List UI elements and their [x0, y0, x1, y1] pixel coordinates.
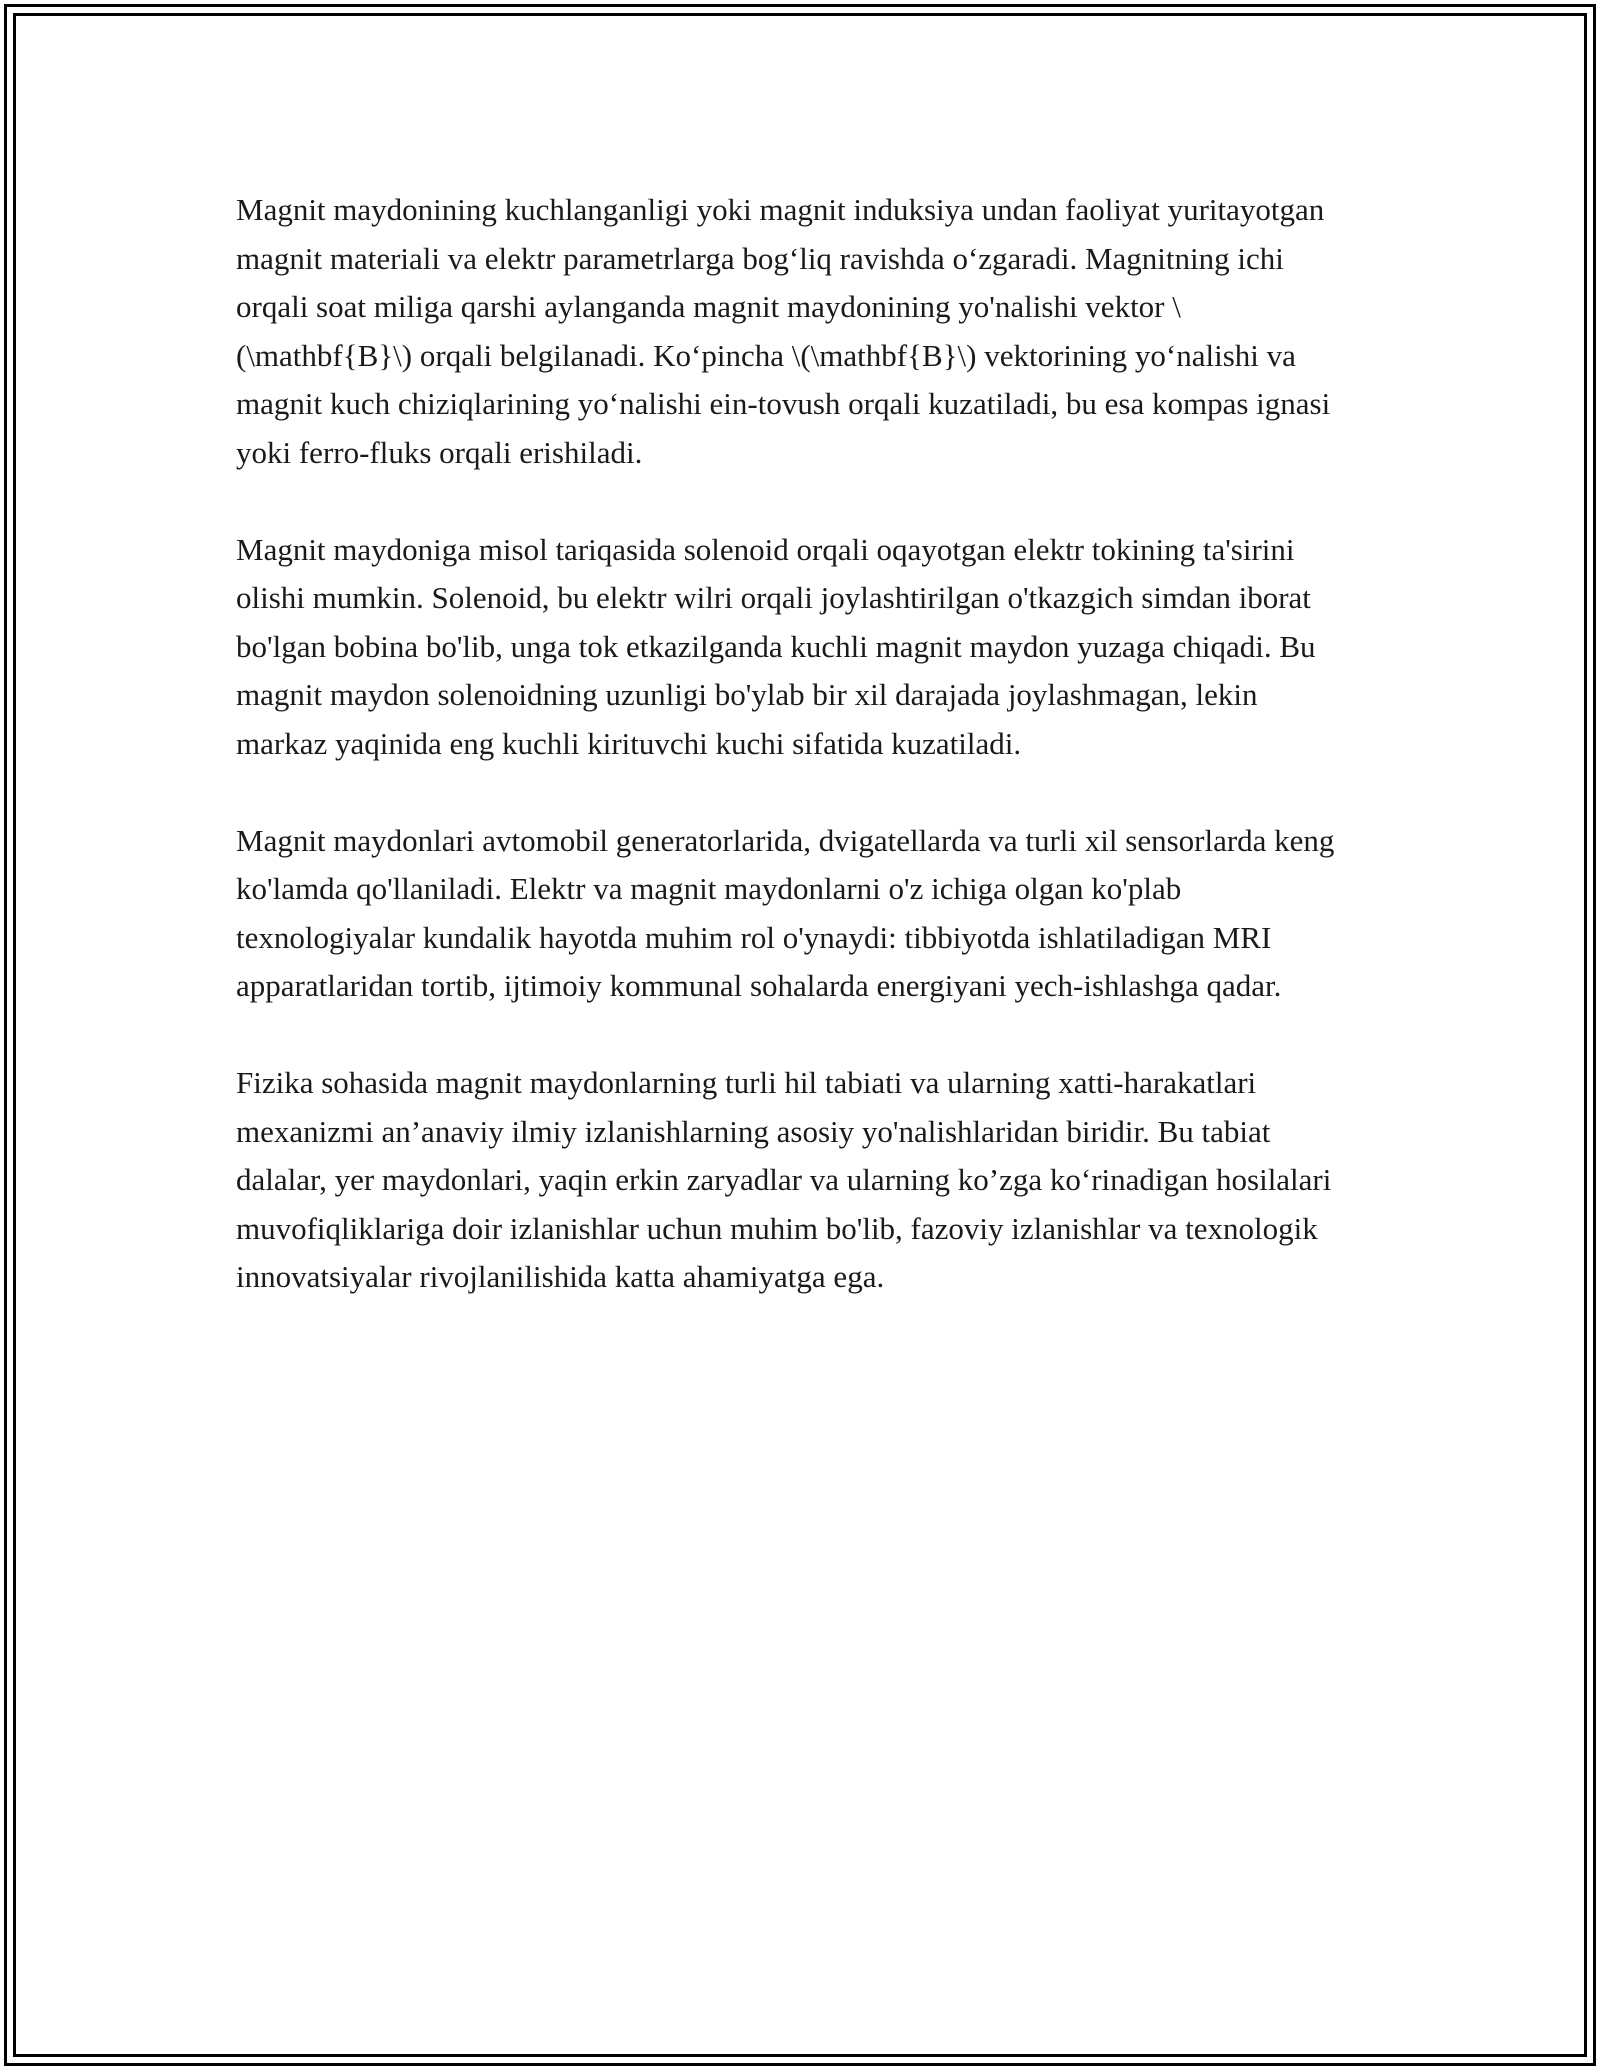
paragraph-physics-research: Fizika sohasida magnit maydonlarning turli hil tabiati va ularning xatti-harakatlari mexanizmi an’anaviy ilmiy izlanishlarning asosiy yo'nalishlaridan biridir. Bu tabiat dalalar, yer maydonlari, yaqin erkin zaryadlar va ularning ko’zga ko‘rinadigan hosilalari muvofiqliklariga doir izlanishlar uchun muhim bo'lib, fazoviy izlanishlar va texnologik innovatsiyalar rivojlanilishida katta ahamiyatga ega.	[236, 1064, 1332, 1295]
paragraph-applications: Magnit maydonlari avtomobil generatorlarida, dvigatellarda va turli xil sensorlarda keng ko'lamda qo'llaniladi. Elektr va magnit maydonlarni o'z ichiga olgan ko'plab texnologiyalar kundalik hayotda muhim rol o'ynaydi: tibbiyotda ishlatiladigan MRI apparatlaridan tortib, ijtimoiy kommunal sohalarda energiyani yech-ishlashga qadar.	[236, 822, 1335, 1004]
paragraph-solenoid: Magnit maydoniga misol tariqasida solenoid orqali oqayotgan elektr tokining ta'sirini olishi mumkin. Solenoid, bu elektr wilri orqali joylashtirilgan o'tkazgich simdan iborat bo'lgan bobina bo'lib, unga tok etkazilganda kuchli magnit maydon yuzaga chiqadi. Bu magnit maydon solenoidning uzunligi bo'ylab bir xil darajada joylashmagan, lekin markaz yaqinida eng kuchli kirituvchi kuchi sifatida kuzatiladi.	[236, 531, 1316, 761]
paragraph-magnetic-induction: Magnit maydonining kuchlanganligi yoki magnit induksiya undan faoliyat yuritayotgan magnit materiali va elektr parametrlarga bog‘liq ravishda o‘zgaradi. Magnitning ichi orqali soat miliga qarshi aylanganda magnit maydonining yo'nalishi vektor \(\mathbf{B}\) orqali belgilanadi. Ko‘pincha \(\mathbf{B}\) vektorining yo‘nalishi va magnit kuch chiziqlarining yo‘nalishi ein-tovush orqali kuzatiladi, bu esa kompas ignasi yoki ferro-fluks orqali erishiladi.	[236, 192, 1331, 470]
document-body	[236, 186, 1356, 1350]
